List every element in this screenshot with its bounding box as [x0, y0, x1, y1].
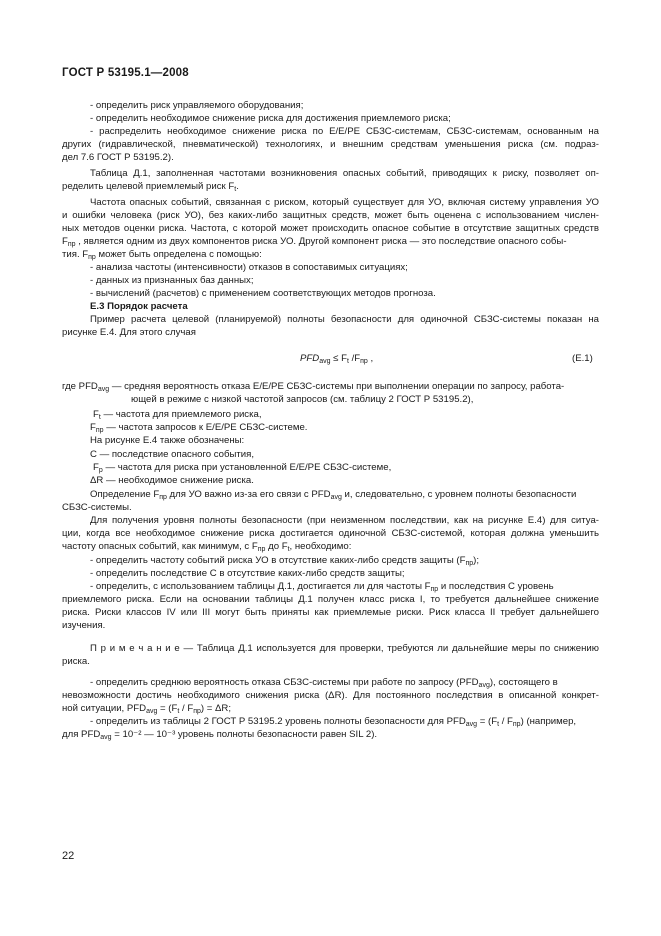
text-span: Пример расчета целевой (планируемой) полноты безопасности для одиночной СБЗС-системы показан на: [90, 314, 599, 325]
text-line: [62, 607, 599, 619]
text-line: [62, 620, 105, 632]
subscript: пр: [512, 721, 521, 728]
text-span: — частота для риска при установленной Е/Е/РЕ СБЗС-системе,: [102, 462, 392, 473]
text-span: ) (например,: [520, 716, 577, 727]
text-span: , является одним из двух компонентов риска УО. Другой компонент риска — это последствие опасного собы-: [75, 236, 567, 247]
text-span: = 10⁻² — 10⁻³ уровень полноты безопасности равен SIL 2).: [111, 729, 378, 740]
text-span: = (F: [477, 716, 498, 727]
text-span: — последствие опасного события,: [96, 449, 254, 460]
subscript: avg: [478, 682, 490, 689]
text-span: ределить целевой приемлемый риск F: [62, 181, 235, 192]
equation-label: (Е.1): [572, 353, 593, 364]
text-line: [90, 262, 408, 274]
text-line: [90, 568, 405, 580]
text-line: [62, 729, 377, 741]
text-span: до F: [265, 541, 288, 552]
text-span: невозможности достичь необходимого снижения риска (ΔR). Для постоянного последствия в описанной конкрет-: [62, 690, 599, 701]
text-line: [90, 275, 254, 287]
text-span: тия. F: [62, 249, 89, 260]
text-line: [131, 394, 473, 406]
text-line: [62, 502, 132, 514]
text-span: П р и м е ч а н и е — Таблица Д.1 используется для проверки, требуются ли дальнейшие меры по снижению: [90, 643, 599, 654]
text-line: [90, 288, 436, 300]
text-span: ных методов оценки риска. Частота, с которой может происходить опасное событие в отсутствие защитных средств: [62, 223, 599, 234]
text-span: где PFD: [62, 381, 98, 392]
text-line: [62, 690, 599, 702]
subscript: avg: [330, 494, 342, 501]
text-span: - данных из признанных баз данных;: [90, 275, 254, 286]
text-span: / F: [499, 716, 513, 727]
subscript: avg: [146, 708, 158, 715]
text-span: );: [473, 555, 480, 566]
text-span: F: [93, 462, 99, 473]
text-span: приемлемого риска. Если на основании таблицы Д.1 получен класс риска I, то требуется дальнейшее снижение: [62, 594, 599, 605]
text-line: [62, 223, 599, 235]
text-line: [62, 703, 231, 715]
text-span: ΔR: [90, 475, 104, 486]
text-line: [90, 515, 599, 527]
subscript: пр: [95, 427, 104, 434]
text-span: - анализа частоты (интенсивности) отказов в сопоставимых ситуациях;: [90, 262, 408, 273]
text-span: для УО важно из-за его связи с PFD: [166, 489, 331, 500]
text-line: [90, 677, 558, 689]
page-number: 22: [62, 850, 75, 862]
text-span: Частота опасных событий, связанная с риском, который существует для УО, включая систему управления УО: [90, 197, 599, 208]
equation-sub3: пр: [360, 358, 368, 365]
text-span: СБЗС-системы.: [62, 502, 132, 513]
text-line: [62, 139, 599, 151]
text-line: [93, 409, 262, 421]
text-span: рисунке Е.4. Для этого случая: [62, 327, 196, 338]
text-span: дел 7.6 ГОСТ Р 53195.2).: [62, 152, 174, 163]
subscript: t: [98, 414, 101, 421]
equation-end: ,: [367, 353, 374, 364]
text-line: [90, 581, 554, 593]
text-line: [62, 181, 239, 193]
text-span: других (гидравлической, пневматической) технологиях, и внешним средствам уменьшения риска (см. подраз-: [62, 139, 599, 150]
text-span: Определение F: [90, 489, 160, 500]
text-line: [90, 643, 599, 655]
subscript: пр: [257, 546, 266, 553]
equation-sub2: t: [346, 358, 349, 365]
subscript: пр: [67, 241, 76, 248]
subscript: avg: [97, 386, 110, 393]
text-line: [90, 113, 451, 125]
text-line: [90, 314, 599, 326]
text-span: - определить среднюю вероятность отказа СБЗС-системы при работе по запросу (PFD: [90, 677, 479, 688]
text-line: [90, 555, 479, 567]
text-span: - определить из таблицы 2 ГОСТ Р 53195.2 уровень полноты безопасности для PFD: [90, 716, 466, 727]
text-span: и, следовательно, с уровнем полноты безопасности: [341, 489, 577, 500]
text-span: и ошибки человека (риск УО), без каких-либо защитных средств, может быть оценена с использованием числен-: [62, 210, 599, 221]
text-line: [90, 716, 576, 728]
text-span: F: [90, 422, 96, 433]
text-span: - определить необходимое снижение риска для достижения приемлемого риска;: [90, 113, 451, 124]
text-span: ющей в режиме с низкой частотой запросов (см. таблицу 2 ГОСТ Р 53195.2),: [131, 394, 474, 405]
subscript: пр: [430, 586, 439, 593]
subscript: p: [98, 467, 103, 474]
text-span: C: [90, 449, 97, 460]
text-line: [62, 236, 567, 248]
text-line: [90, 449, 254, 461]
text-line: [90, 301, 188, 313]
text-line: [90, 435, 244, 447]
text-span: ) = ΔR;: [200, 703, 232, 714]
subscript: пр: [159, 494, 167, 501]
text-line: [62, 327, 196, 339]
subscript: пр: [465, 560, 474, 567]
text-span: ции, когда все необходимое снижение риска достигается одиночной СБЗС-системой, которая должна уменьшить: [62, 528, 599, 539]
text-line: [90, 100, 303, 112]
equation-lhs: PFD: [300, 353, 320, 364]
text-span: Е.3 Порядок расчета: [90, 301, 188, 312]
subscript: avg: [100, 734, 112, 741]
subscript: avg: [465, 721, 478, 728]
text-span: — частота запросов к Е/Е/РЕ СБЗС-системе.: [103, 422, 308, 433]
text-span: = (F: [157, 703, 178, 714]
text-span: , необходимо:: [289, 541, 352, 552]
text-span: изучения.: [62, 620, 106, 631]
subscript: t: [497, 721, 500, 728]
document-header: ГОСТ Р 53195.1—2008: [62, 67, 189, 79]
text-span: - распределить необходимое снижение риска по Е/Е/РЕ СБЗС-системам, СБЗС-системам, основанным на: [90, 126, 599, 137]
text-span: F: [93, 409, 99, 420]
text-line: [62, 210, 599, 222]
text-span: — частота для приемлемого риска,: [100, 409, 262, 420]
text-span: - определить последствие C в отсутствие каких-либо средств защиты;: [90, 568, 405, 579]
text-line: [90, 197, 599, 209]
text-span: для PFD: [62, 729, 101, 740]
text-line: [93, 462, 391, 474]
text-span: ной ситуации, PFD: [62, 703, 147, 714]
text-line: [62, 594, 599, 606]
text-line: [62, 656, 90, 668]
text-line: [62, 528, 599, 540]
equation-div: /F: [348, 353, 361, 364]
text-span: — средняя вероятность отказа Е/Е/РЕ СБЗС-системы при выполнении операции по запросу, работа-: [109, 381, 565, 392]
text-span: ), состоящего в: [489, 677, 558, 688]
text-span: - определить риск управляемого оборудования;: [90, 100, 304, 111]
subscript: t: [177, 708, 180, 715]
text-line: [90, 489, 576, 501]
text-span: частоту опасных событий, как минимум, с F: [62, 541, 258, 552]
text-span: риска. Риски классов IV или III могут быть приняты как приемлемые риски. Риск класса II требует дальнейшего: [62, 607, 599, 618]
text-span: - определить частоту событий риска УО в отсутствие каких-либо средств защиты (F: [90, 555, 466, 566]
text-line: [90, 475, 254, 487]
text-span: и последствия C уровень: [438, 581, 554, 592]
subscript: t: [287, 546, 290, 553]
equation-rel: ≤ F: [330, 353, 347, 364]
text-span: F: [62, 236, 68, 247]
equation-e1: [300, 353, 373, 365]
text-span: / F: [179, 703, 194, 714]
subscript: пр: [88, 254, 96, 261]
text-span: .: [236, 181, 239, 192]
text-line: [62, 249, 262, 261]
subscript: t: [234, 186, 237, 193]
text-span: риска.: [62, 656, 90, 667]
text-span: - вычислений (расчетов) с применением соответствующих методов прогноза.: [90, 288, 436, 299]
text-line: [90, 126, 599, 138]
text-line: [90, 168, 599, 180]
text-span: Таблица Д.1, заполненная частотами возникновения опасных событий, приводящих к риску, позволяет оп-: [90, 168, 599, 179]
text-line: [62, 152, 174, 164]
text-line: [90, 422, 307, 434]
equation-sub: avg: [319, 358, 331, 365]
text-span: может быть определена с помощью:: [95, 249, 262, 260]
text-span: — необходимое снижение риска.: [103, 475, 254, 486]
text-line: [62, 381, 564, 393]
text-span: Для получения уровня полноты безопасности (при неизменном последствии, как на рисунке Е.4) для ситуа-: [90, 515, 599, 526]
text-span: На рисунке Е.4 также обозначены:: [90, 435, 245, 446]
subscript: пр: [193, 708, 201, 715]
text-line: [62, 541, 351, 553]
text-span: - определить, с использованием таблицы Д.1, достигается ли для частоты F: [90, 581, 431, 592]
